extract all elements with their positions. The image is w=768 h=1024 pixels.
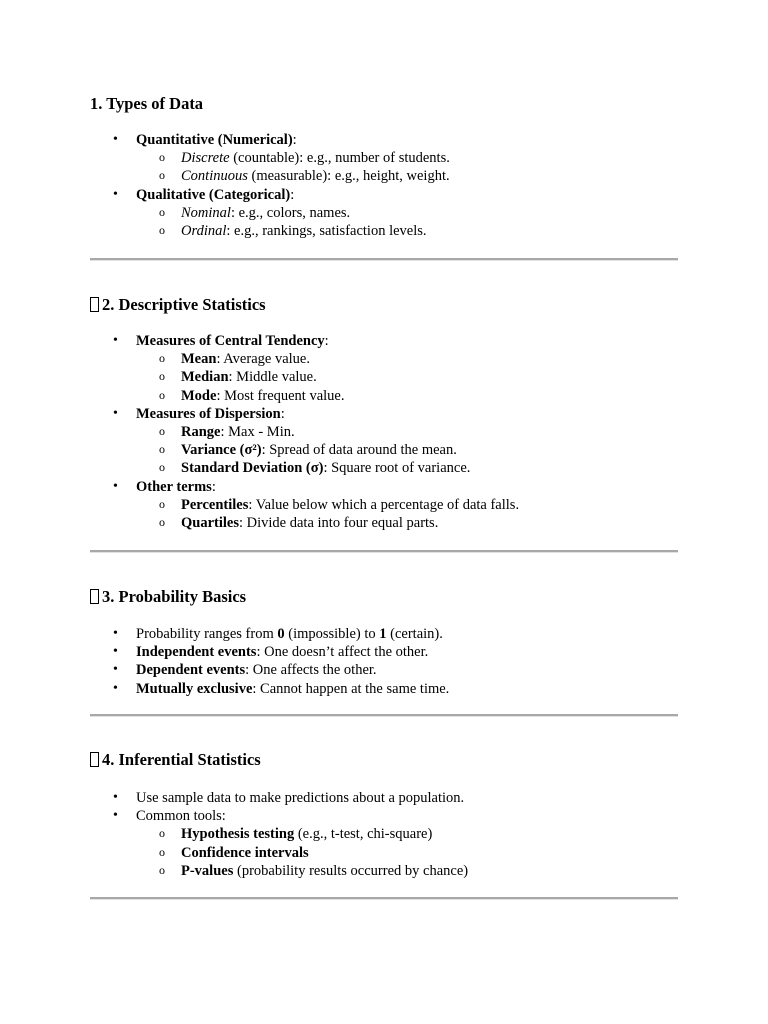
section-number: 3. (102, 587, 115, 606)
inferential-statistics-list (0, 789, 604, 880)
list-item (0, 680, 449, 698)
sub-list (0, 149, 450, 185)
missing-glyph-icon (90, 589, 99, 604)
section-number: 2. (102, 295, 115, 314)
section-heading-inferential-statistics (90, 750, 261, 770)
list-item-label: Quantitative (Numerical) (136, 132, 293, 148)
list-item-text: : One affects the other. (245, 662, 377, 679)
probability-min-value: 0 (277, 626, 285, 642)
sub-list-item (0, 387, 519, 405)
list-item-text: Use sample data to make predictions about a population. (136, 790, 465, 806)
list-item (0, 131, 586, 186)
sub-item-term: Standard Deviation (σ) (181, 460, 324, 477)
list-item-label: Measures of Dispersion (136, 405, 281, 422)
sub-list-item (0, 514, 519, 532)
sub-list-item (0, 862, 468, 880)
sub-item-term: Median (181, 369, 229, 386)
probability-max-value: 1 (379, 626, 387, 642)
sub-item-term: Percentiles (181, 496, 249, 513)
sub-list-item (0, 496, 519, 514)
section-title: Descriptive Statistics (118, 295, 266, 314)
sub-item-text: : Square root of variance. (323, 460, 471, 477)
list-item-label: Qualitative (Categorical) (136, 186, 291, 203)
sub-list-item (0, 459, 519, 477)
section-heading-probability-basics (90, 587, 246, 607)
section-title: Probability Basics (118, 587, 247, 606)
sub-list-item (0, 825, 468, 843)
sub-item-term: Ordinal (181, 223, 227, 240)
list-item (0, 643, 449, 661)
list-item-text: (impossible) to (284, 626, 380, 642)
list-item-suffix: : (292, 132, 297, 148)
sub-item-term: Nominal (181, 204, 231, 221)
sub-item-text: (measurable): e.g., height, weight. (247, 168, 450, 185)
section-number: 4. (102, 750, 115, 769)
section-title: Inferential Statistics (118, 750, 261, 769)
sub-item-text: (probability results occurred by chance) (233, 862, 469, 879)
sub-list-item (0, 368, 519, 386)
section-heading-descriptive-statistics (90, 295, 266, 315)
sub-item-term: Range (181, 424, 221, 441)
list-item-text: : Cannot happen at the same time. (252, 680, 450, 697)
list-item-label: Mutually exclusive (136, 680, 253, 697)
section-number: 1. (90, 94, 103, 113)
sub-list (0, 496, 519, 532)
list-item-label: Measures of Central Tendency (136, 333, 325, 349)
list-item (0, 186, 586, 241)
sub-list (0, 204, 450, 240)
probability-basics-list (0, 625, 449, 698)
sub-list-item (0, 441, 519, 459)
list-item (0, 405, 655, 478)
list-item-text: Common tools: (136, 808, 226, 825)
sub-item-text: : Middle value. (228, 369, 317, 386)
sub-item-term: Quartiles (181, 515, 239, 532)
list-item-text: Probability ranges from (136, 626, 278, 642)
sub-item-text: (e.g., t-test, chi-square) (294, 826, 433, 843)
list-item (0, 789, 604, 807)
sub-item-term: Variance (σ²) (181, 442, 262, 459)
sub-list-item (0, 204, 450, 222)
horizontal-rule (90, 714, 678, 717)
list-item-suffix: : (280, 405, 285, 422)
horizontal-rule (90, 258, 678, 261)
sub-item-text: : e.g., colors, names. (230, 204, 351, 221)
sub-list (0, 825, 468, 880)
sub-item-term: Mode (181, 387, 217, 404)
horizontal-rule (90, 897, 678, 900)
sub-item-term: Continuous (181, 168, 248, 185)
sub-item-text: : Most frequent value. (216, 387, 345, 404)
sub-item-term: Hypothesis testing (181, 826, 295, 843)
sub-item-text: : Max - Min. (220, 424, 295, 441)
sub-item-text: : Spread of data around the mean. (261, 442, 457, 459)
section-heading-types-of-data (90, 94, 203, 114)
list-item (0, 625, 449, 643)
list-item-label: Independent events (136, 644, 257, 661)
list-item-text: : One doesn’t affect the other. (256, 644, 429, 661)
section-title: Types of Data (106, 94, 204, 113)
list-item-suffix: : (290, 186, 295, 203)
sub-list (0, 423, 519, 478)
list-item-label: Other terms (136, 478, 212, 495)
list-item-suffix: : (324, 333, 329, 349)
list-item-label: Dependent events (136, 662, 246, 679)
sub-item-text: : Divide data into four equal parts. (239, 515, 439, 532)
descriptive-statistics-list (0, 332, 655, 532)
horizontal-rule (90, 550, 678, 553)
sub-item-term: P-values (181, 862, 234, 879)
list-item (0, 807, 604, 880)
missing-glyph-icon (90, 752, 99, 767)
sub-item-text: : Value below which a percentage of data falls. (248, 496, 520, 513)
list-item-text: (certain). (386, 626, 443, 642)
list-item (0, 478, 655, 533)
sub-list-item (0, 423, 519, 441)
sub-item-text: : e.g., rankings, satisfaction levels. (226, 223, 427, 240)
sub-list-item (0, 844, 468, 862)
missing-glyph-icon (90, 297, 99, 312)
sub-item-text: (countable): e.g., number of students. (229, 150, 450, 167)
sub-item-term: Confidence intervals (181, 844, 309, 861)
list-item (0, 332, 655, 405)
sub-item-text: : Average value. (216, 351, 310, 368)
list-item-suffix: : (211, 478, 216, 495)
types-of-data-list (0, 131, 586, 240)
sub-list-item (0, 167, 450, 185)
sub-item-term: Discrete (181, 150, 230, 167)
sub-list (0, 350, 519, 405)
sub-list-item (0, 222, 450, 240)
sub-list-item (0, 350, 519, 368)
list-item (0, 661, 449, 679)
sub-item-term: Mean (181, 351, 217, 368)
sub-list-item (0, 149, 450, 167)
